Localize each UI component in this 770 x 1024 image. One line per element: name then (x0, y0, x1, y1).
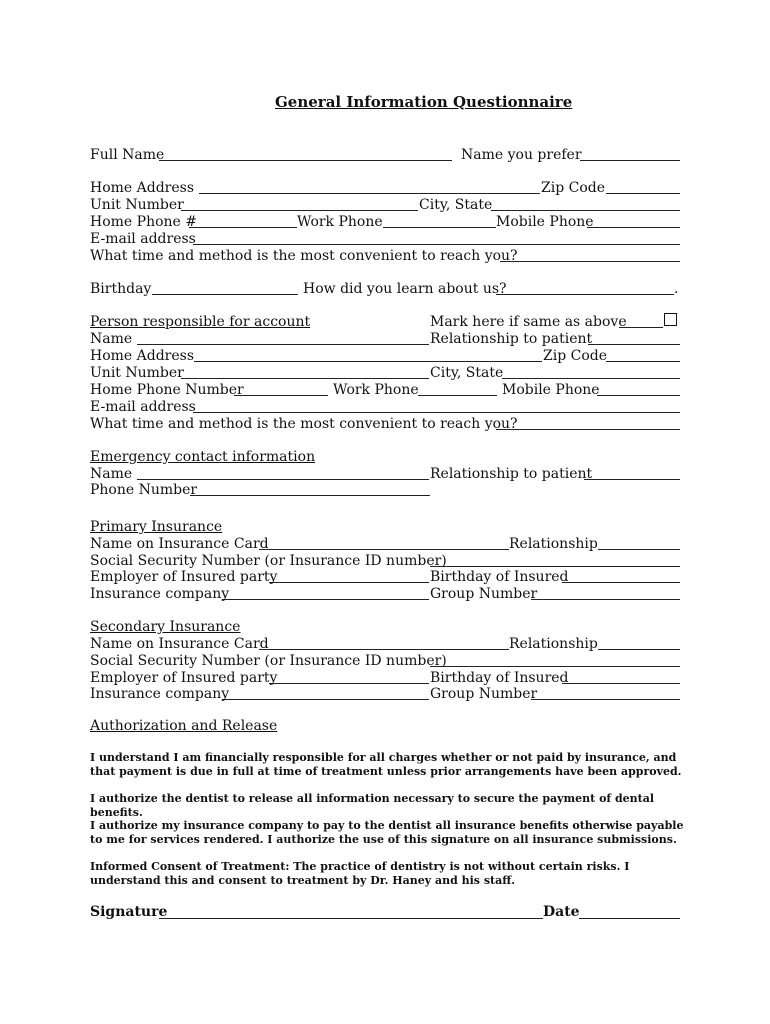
primary-company-field[interactable] (222, 599, 429, 600)
secondary-company-label: Insurance company (90, 686, 230, 702)
resp-home-phone-label: Home Phone Number (90, 382, 244, 398)
primary-relationship-field[interactable] (598, 549, 680, 550)
primary-birthday-insured-field[interactable] (562, 582, 680, 583)
zip-code-label: Zip Code (541, 180, 606, 196)
secondary-employer-field[interactable] (269, 683, 429, 684)
authorization-paragraph-financial: I understand I am financially responsible for all charges whether or not paid by insurance, and that payment is due in full at time of treatment unless prior arrangements have been approved. (90, 751, 682, 778)
resp-relationship-field[interactable] (588, 344, 680, 345)
contact-time-label: What time and method is the most convenient to reach you? (90, 248, 518, 264)
authorization-heading: Authorization and Release (90, 718, 278, 734)
secondary-birthday-insured-label: Birthday of Insured (430, 670, 569, 686)
period-mark: . (674, 281, 679, 297)
work-phone-field[interactable] (383, 227, 496, 228)
resp-home-address-field[interactable] (194, 361, 542, 362)
learn-about-label: How did you learn about us? (303, 281, 507, 297)
emergency-name-field[interactable] (137, 479, 429, 480)
signature-field[interactable] (159, 918, 543, 919)
home-address-label: Home Address (90, 180, 195, 196)
resp-zip-code-label: Zip Code (543, 348, 608, 364)
secondary-insurance-heading: Secondary Insurance (90, 619, 241, 635)
resp-unit-number-field[interactable] (181, 378, 429, 379)
emergency-heading: Emergency contact information (90, 449, 316, 465)
resp-name-field[interactable] (137, 344, 429, 345)
city-state-label: City, State (419, 197, 493, 213)
primary-relationship-label: Relationship (509, 536, 598, 552)
secondary-company-field[interactable] (222, 699, 429, 700)
resp-zip-code-field[interactable] (606, 361, 680, 362)
resp-mobile-phone-field[interactable] (597, 395, 680, 396)
primary-employer-field[interactable] (269, 582, 429, 583)
email-label: E-mail address (90, 231, 196, 247)
secondary-group-label: Group Number (430, 686, 538, 702)
resp-contact-time-field[interactable] (496, 429, 680, 430)
unit-number-field[interactable] (181, 210, 418, 211)
secondary-relationship-label: Relationship (509, 636, 598, 652)
resp-city-state-field[interactable] (502, 378, 680, 379)
secondary-birthday-insured-field[interactable] (562, 683, 680, 684)
home-address-field[interactable] (199, 193, 540, 194)
resp-email-field[interactable] (193, 412, 680, 413)
primary-group-field[interactable] (531, 599, 680, 600)
resp-home-phone-field[interactable] (234, 395, 328, 396)
secondary-ssn-label: Social Security Number (or Insurance ID number) (90, 653, 447, 669)
primary-name-on-card-label: Name on Insurance Card (90, 536, 269, 552)
same-as-above-label: Mark here if same as above (430, 314, 627, 330)
resp-home-address-label: Home Address (90, 348, 195, 364)
secondary-relationship-field[interactable] (598, 649, 680, 650)
page-title: General Information Questionnaire (275, 93, 573, 111)
secondary-name-on-card-label: Name on Insurance Card (90, 636, 269, 652)
responsible-heading: Person responsible for account (90, 314, 311, 330)
birthday-label: Birthday (90, 281, 152, 297)
emergency-name-label: Name (90, 466, 133, 482)
date-field[interactable] (579, 918, 680, 919)
mobile-phone-label: Mobile Phone (496, 214, 594, 230)
primary-employer-label: Employer of Insured party (90, 569, 278, 585)
mobile-phone-field[interactable] (587, 227, 680, 228)
name-prefer-label: Name you prefer (461, 147, 582, 163)
resp-unit-number-label: Unit Number (90, 365, 184, 381)
city-state-field[interactable] (491, 210, 680, 211)
contact-time-field[interactable] (500, 261, 680, 262)
same-as-above-checkbox[interactable] (664, 313, 677, 326)
date-label: Date (543, 904, 580, 920)
resp-relationship-label: Relationship to patient (430, 331, 593, 347)
zip-code-field[interactable] (606, 193, 680, 194)
authorization-paragraph-release: I authorize the dentist to release all information necessary to secure the payment of dental benefits. (90, 792, 655, 819)
primary-birthday-insured-label: Birthday of Insured (430, 569, 569, 585)
email-field[interactable] (193, 244, 680, 245)
full-name-label: Full Name (90, 147, 165, 163)
authorization-paragraph-insurance: I authorize my insurance company to pay to the dentist all insurance benefits otherwise payable to me for services rendered. I authorize the use of this signature on all insurance submissions. (90, 819, 684, 846)
primary-name-on-card-field[interactable] (259, 549, 509, 550)
resp-work-phone-label: Work Phone (333, 382, 419, 398)
resp-email-label: E-mail address (90, 399, 196, 415)
same-as-above-line (619, 327, 663, 328)
resp-work-phone-field[interactable] (418, 395, 497, 396)
primary-company-label: Insurance company (90, 586, 230, 602)
resp-contact-time-label: What time and method is the most convenient to reach you? (90, 416, 518, 432)
name-prefer-field[interactable] (580, 160, 680, 161)
secondary-group-field[interactable] (531, 699, 680, 700)
signature-label: Signature (90, 904, 168, 920)
birthday-field[interactable] (152, 294, 298, 295)
home-phone-label: Home Phone # (90, 214, 197, 230)
home-phone-field[interactable] (189, 227, 297, 228)
emergency-phone-field[interactable] (190, 495, 430, 496)
authorization-paragraph-consent: Informed Consent of Treatment: The practice of dentistry is not without certain risks. I understand this and consent to treatment by Dr. Haney and his staff. (90, 860, 630, 887)
primary-ssn-field[interactable] (430, 566, 680, 567)
secondary-employer-label: Employer of Insured party (90, 670, 278, 686)
primary-ssn-label: Social Security Number (or Insurance ID number) (90, 553, 447, 569)
secondary-ssn-field[interactable] (430, 666, 680, 667)
resp-city-state-label: City, State (430, 365, 504, 381)
emergency-relationship-label: Relationship to patient (430, 466, 593, 482)
learn-about-field[interactable] (496, 294, 674, 295)
resp-mobile-phone-label: Mobile Phone (502, 382, 600, 398)
full-name-field[interactable] (159, 160, 452, 161)
primary-insurance-heading: Primary Insurance (90, 519, 223, 535)
resp-name-label: Name (90, 331, 133, 347)
emergency-phone-label: Phone Number (90, 482, 198, 498)
emergency-relationship-field[interactable] (584, 479, 680, 480)
work-phone-label: Work Phone (297, 214, 383, 230)
unit-number-label: Unit Number (90, 197, 184, 213)
secondary-name-on-card-field[interactable] (259, 649, 509, 650)
primary-group-label: Group Number (430, 586, 538, 602)
